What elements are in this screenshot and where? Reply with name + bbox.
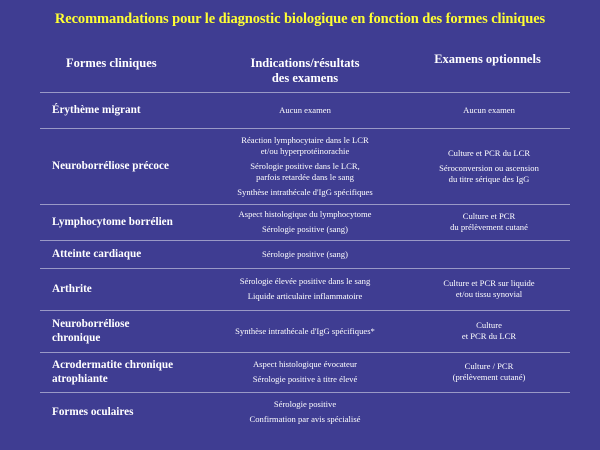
cell-text: Culture et PCR du LCR	[447, 147, 531, 158]
clinical-form-cell	[52, 392, 222, 432]
cell-text: et/ou hyperprotéinorachie	[260, 145, 350, 156]
slide-title: Recommandations pour le diagnostic biologique en fonction des formes cliniques	[54, 11, 546, 27]
header-indications-line: des examens	[271, 71, 339, 85]
optional-exams-cell	[408, 310, 570, 352]
header-indications	[200, 56, 410, 86]
clinical-form-label: Formes oculaires	[52, 406, 134, 418]
optional-exams-cell	[408, 204, 570, 240]
clinical-form-label: chronique	[52, 332, 101, 344]
table-row	[40, 128, 570, 204]
indications-cell	[205, 128, 405, 204]
cell-text: Sérologie positive à titre élevé	[252, 374, 358, 384]
indications-cell	[205, 310, 405, 352]
clinical-form-label: Neuroborréliose	[52, 318, 130, 330]
optional-exams-cell	[408, 392, 570, 432]
indications-cell	[205, 204, 405, 240]
indications-cell	[205, 240, 405, 268]
clinical-form-label: Neuroborréliose précoce	[52, 160, 169, 172]
clinical-form-label: atrophiante	[52, 373, 108, 385]
cell-text: et/ou tissu synovial	[455, 289, 523, 299]
table-row	[40, 352, 570, 392]
table-row	[40, 310, 570, 352]
clinical-form-label: Arthrite	[52, 283, 92, 295]
indications-cell	[205, 392, 405, 432]
cell-text: Réaction lymphocytaire dans le LCR	[241, 134, 369, 145]
indications-cell	[205, 268, 405, 310]
optional-exams-cell	[408, 128, 570, 204]
cell-text: Culture et PCR sur liquide	[443, 278, 535, 288]
optional-exams-cell	[408, 92, 570, 128]
clinical-form-cell	[52, 268, 222, 310]
header-optional-exams: Examens optionnels	[434, 52, 541, 66]
optional-exams-cell	[408, 268, 570, 310]
indications-cell	[205, 92, 405, 128]
cell-text: Sérologie positive dans le LCR,	[250, 160, 360, 171]
clinical-form-cell	[52, 92, 222, 128]
optional-exams-cell	[408, 240, 570, 268]
clinical-form-label: Érythème migrant	[52, 104, 141, 116]
cell-text: et PCR du LCR	[461, 331, 517, 341]
cell-text: Culture	[476, 320, 502, 330]
cell-text: Aspect histologique évocateur	[252, 359, 358, 369]
table-row	[40, 204, 570, 240]
clinical-form-cell	[52, 128, 222, 204]
table-row	[40, 240, 570, 268]
header-indications-line: Indications/résultats	[250, 56, 360, 70]
indications-cell	[205, 352, 405, 392]
clinical-form-cell	[52, 310, 222, 352]
cell-text: Séroconversion ou ascension	[439, 162, 539, 173]
optional-exams-cell	[408, 352, 570, 392]
cell-text: Liquide articulaire inflammatoire	[247, 291, 363, 301]
cell-text: Synthèse intrathécale d'IgG spécifiques	[237, 186, 373, 197]
cell-text: Sérologie positive (sang)	[262, 248, 348, 259]
table-row	[40, 392, 570, 432]
cell-text: Sérologie élevée positive dans le sang	[239, 276, 371, 286]
header-clinical-forms: Formes cliniques	[66, 56, 157, 70]
cell-text: Culture / PCR	[464, 361, 514, 371]
cell-text: Aspect histologique du lymphocytome	[238, 209, 372, 219]
clinical-form-cell	[52, 240, 222, 268]
cell-text: Culture et PCR	[462, 211, 516, 221]
cell-text: Synthèse intrathécale d'IgG spécifiques*	[235, 325, 375, 336]
cell-text: Sérologie positive	[273, 399, 337, 409]
cell-text: parfois retardée dans le sang	[256, 171, 354, 182]
clinical-form-cell	[52, 352, 222, 392]
clinical-form-label: Lymphocytome borrélien	[52, 216, 173, 228]
cell-text: Confirmation par avis spécialisé	[249, 414, 361, 424]
table-row	[40, 92, 570, 128]
table-row	[40, 268, 570, 310]
cell-text: (prélèvement cutané)	[452, 372, 526, 382]
cell-text: du prélèvement cutané	[450, 222, 528, 232]
cell-text: Sérologie positive (sang)	[262, 224, 348, 234]
cell-text: Aucun examen	[463, 104, 515, 115]
cell-text: du titre sérique des IgG	[448, 173, 530, 184]
clinical-form-cell	[52, 204, 222, 240]
cell-text: Aucun examen	[279, 104, 331, 115]
clinical-form-label: Acrodermatite chronique	[52, 359, 174, 371]
clinical-form-label: Atteinte cardiaque	[52, 248, 142, 260]
